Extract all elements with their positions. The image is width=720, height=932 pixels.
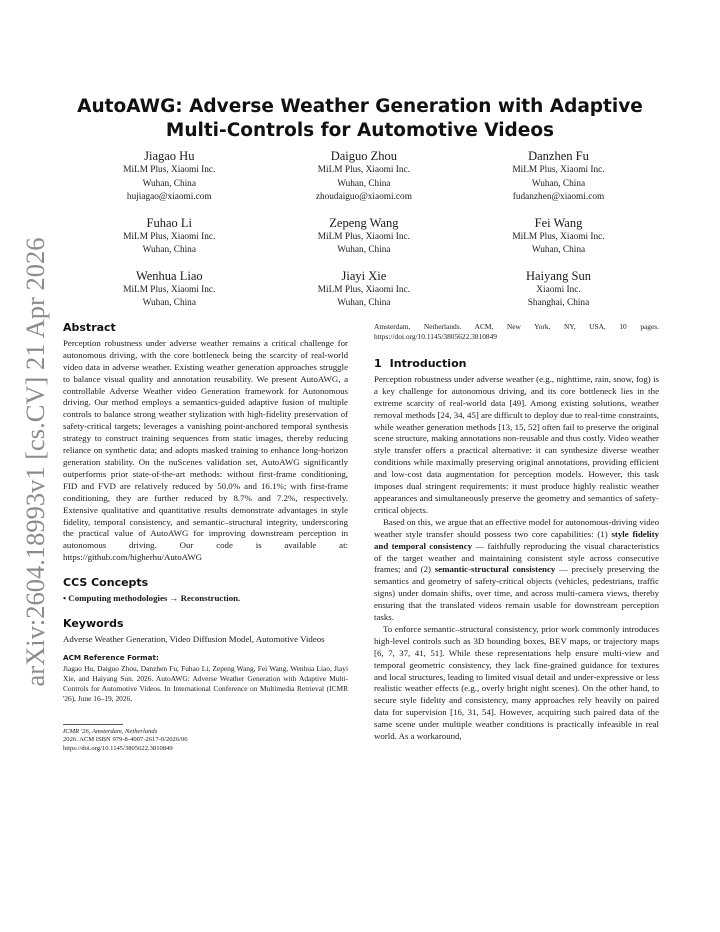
author-location: Wuhan, China	[337, 178, 391, 189]
author-affiliation: Xiaomi Inc.	[536, 284, 581, 295]
intro-paragraph-3: To enforce semantic–structural consistency, prior work commonly introduces high-level controls such as 3D bounding boxes, BEV maps, or trajectory maps [6, 7, 37, 41, 51]. While these representations help ensure multi-view and temporal geometric consistency, they lack fine-grained guidance for textures and local structures, leading to limited visual detail and under-expressive or less realistic weather effects (e.g., overly bright night scenes). On the other hand, to secure style fidelity and consistency, many approaches rely heavily on paired data for supervision [16, 31, 54]. However, acquiring such paired data of the same scene under multiple weather conditions is practically infeasible in real world. As a workaround,	[374, 623, 659, 742]
intro-paragraph-1: Perception robustness under adverse weather (e.g., nighttime, rain, snow, fog) is a key challenge for autonomous driving, and its core bottleneck lies in the extreme scarcity of real-world data [49]. Among existing solutions, weather removal methods [24, 34, 45] are difficult to deploy due to real-time constraints, while weather generation methods [13, 15, 52] often fail to preserve the original scene structure, making annotations non-reusable and thus costly. Video weather style transfer offers a practical alternative: it can synthesize diverse weather conditions while maximally preserving original annotations, providing efficient and low-cost data augmentation for perception models. However, this task imposes dual stringent requirements: it must produce highly realistic weather appearances and simultaneously preserve the geometry and semantics of safety-critical objects.	[374, 373, 659, 515]
author-affiliation: MiLM Plus, Xiaomi Inc.	[123, 284, 216, 295]
author-entry	[72, 268, 267, 311]
author-entry	[72, 215, 267, 258]
author-email[interactable]: hujiagao@xiaomi.com	[126, 192, 212, 202]
paper-title	[70, 95, 650, 143]
copyright-footer	[63, 728, 348, 754]
author-affiliation: MiLM Plus, Xiaomi Inc.	[317, 231, 410, 242]
author-affiliation: MiLM Plus, Xiaomi Inc.	[123, 165, 216, 175]
ccs-heading: CCS Concepts	[63, 576, 149, 590]
author-row	[72, 268, 656, 311]
author-location: Wuhan, China	[531, 178, 586, 189]
keywords-heading: Keywords	[63, 616, 124, 630]
author-entry	[461, 148, 656, 205]
author-entry	[461, 215, 656, 258]
right-column	[374, 322, 659, 743]
author-name: Danzhen Fu	[528, 149, 589, 163]
reference-format-text: Jiagao Hu, Daiguo Zhou, Danzhen Fu, Fuhao Li, Zepeng Wang, Fei Wang, Wenhua Liao, Jiayi Xie, and Haiyang Sun. 2026. AutoAWG: Adverse Weather Generation with Adaptive Multi-Controls for Automotive Videos. In International Conference on Multimedia Retrieval (ICMR '26), June 16–19, 2026,	[63, 663, 348, 703]
reference-format-continuation: Amsterdam, Netherlands. ACM, New York, NY, USA, 10 pages. https://doi.org/10.1145/3805622.3810849	[374, 322, 659, 341]
author-location: Wuhan, China	[337, 298, 391, 308]
introduction-heading	[374, 358, 659, 370]
author-name: Haiyang Sun	[526, 268, 591, 283]
author-location: Wuhan, China	[142, 245, 196, 255]
author-location: Shanghai, China	[527, 298, 590, 308]
footer-doi[interactable]: https://doi.org/10.1145/3805622.3810849	[63, 745, 173, 753]
author-name: Wenhua Liao	[135, 268, 203, 283]
title-line-1: AutoAWG: Adverse Weather Generation with Adaptive	[77, 96, 643, 117]
author-row	[72, 148, 656, 205]
author-name: Jiagao Hu	[144, 149, 195, 163]
footer-isbn: 2026. ACM ISBN 979-8-4007-2617-0/2026/06	[63, 736, 188, 744]
author-name: Fei Wang	[534, 215, 583, 230]
left-column	[63, 322, 348, 754]
intro-paragraph-2: Based on this, we argue that an effective model for autonomous-driving video weather style transfer should possess two core capabilities: (1) style fidelity and temporal consistency — faithfully reproducing the visual characteristics of the target weather and maintaining consistent style across consecutive frames; and (2) semantic-structural consistency — precisely preserving the semantics and geometry of safety-critical objects (vehicles, pedestrians, traffic signs) under domain shifts, over time, and across multi-camera views, thereby ensuring that the translated videos remain usable for downstream perception tasks.	[374, 516, 659, 623]
section-number: 1	[374, 357, 382, 370]
author-entry	[72, 148, 267, 205]
author-location: Wuhan, China	[337, 245, 391, 255]
footer-divider	[63, 724, 123, 725]
author-affiliation: MiLM Plus, Xiaomi Inc.	[512, 231, 605, 242]
author-name: Fuhao Li	[146, 215, 193, 230]
author-name: Daiguo Zhou	[330, 149, 398, 163]
keywords-text: Adverse Weather Generation, Video Diffusion Model, Automotive Videos	[63, 633, 325, 644]
section-title: Introduction	[389, 357, 467, 370]
author-entry	[461, 268, 656, 311]
author-email[interactable]: zhoudaiguo@xiaomi.com	[315, 192, 412, 202]
abstract-text: Perception robustness under adverse weather remains a critical challenge for autonomous driving, with the core bottleneck being the scarcity of real-world video data in adverse weather. Existing weather generation approaches struggle to balance visual quality and annotation reusability. We present AutoAWG, a controllable Adverse Weather video Generation framework for Autonomous driving. Our method employs a semantics-guided adaptive fusion of multiple controls to balance strong weather stylization with high-fidelity preservation of safety-critical targets; leverages a vanishing point-anchored temporal synthesis strategy to construct training sequences from static images, thereby reducing reliance on synthetic data; and adopts masked training to enhance long-horizon generation stability. On the nuScenes validation set, AutoAWG significantly outperforms prior state-of-the-art methods: without first-frame conditioning, FID and FVD are relatively reduced by 50.0% and 16.1%; with first-frame conditioning, they are further reduced by 8.7% and 7.2%, respectively. Extensive qualitative and quantitative results demonstrate advantages in style fidelity, temporal consistency, and semantic–structural integrity, underscoring the practical value of AutoAWG for improving downstream perception in autonomous driving. Our code is available at: https://github.com/higherhu/AutoAWG	[63, 337, 348, 563]
arxiv-sidebar-stamp	[0, 0, 62, 932]
author-name: Zepeng Wang	[329, 215, 399, 230]
footer-venue: ICMR '26, Amsterdam, Netherlands	[63, 727, 158, 735]
author-affiliation: MiLM Plus, Xiaomi Inc.	[512, 165, 605, 175]
author-entry	[267, 148, 462, 205]
author-name: Jiayi Xie	[341, 268, 387, 283]
author-affiliation: MiLM Plus, Xiaomi Inc.	[317, 165, 410, 175]
author-location: Wuhan, China	[142, 178, 196, 189]
abstract-heading: Abstract	[63, 321, 116, 334]
title-line-2: Multi-Controls for Automotive Videos	[165, 120, 555, 141]
arxiv-identifier: arXiv:2604.18993v1 [cs.CV] 21 Apr 2026	[20, 237, 50, 687]
author-affiliation: MiLM Plus, Xiaomi Inc.	[317, 284, 410, 295]
author-entry	[267, 215, 462, 258]
ccs-concept-item: • Computing methodologies → Reconstruction.	[63, 593, 241, 604]
author-row	[72, 215, 656, 258]
author-affiliation: MiLM Plus, Xiaomi Inc.	[123, 231, 216, 242]
reference-format-heading: ACM Reference Format:	[63, 652, 159, 662]
author-email[interactable]: fudanzhen@xiaomi.com	[512, 192, 605, 202]
author-entry	[267, 268, 462, 311]
author-block	[72, 148, 656, 311]
author-location: Wuhan, China	[142, 298, 196, 308]
author-location: Wuhan, China	[531, 245, 586, 255]
